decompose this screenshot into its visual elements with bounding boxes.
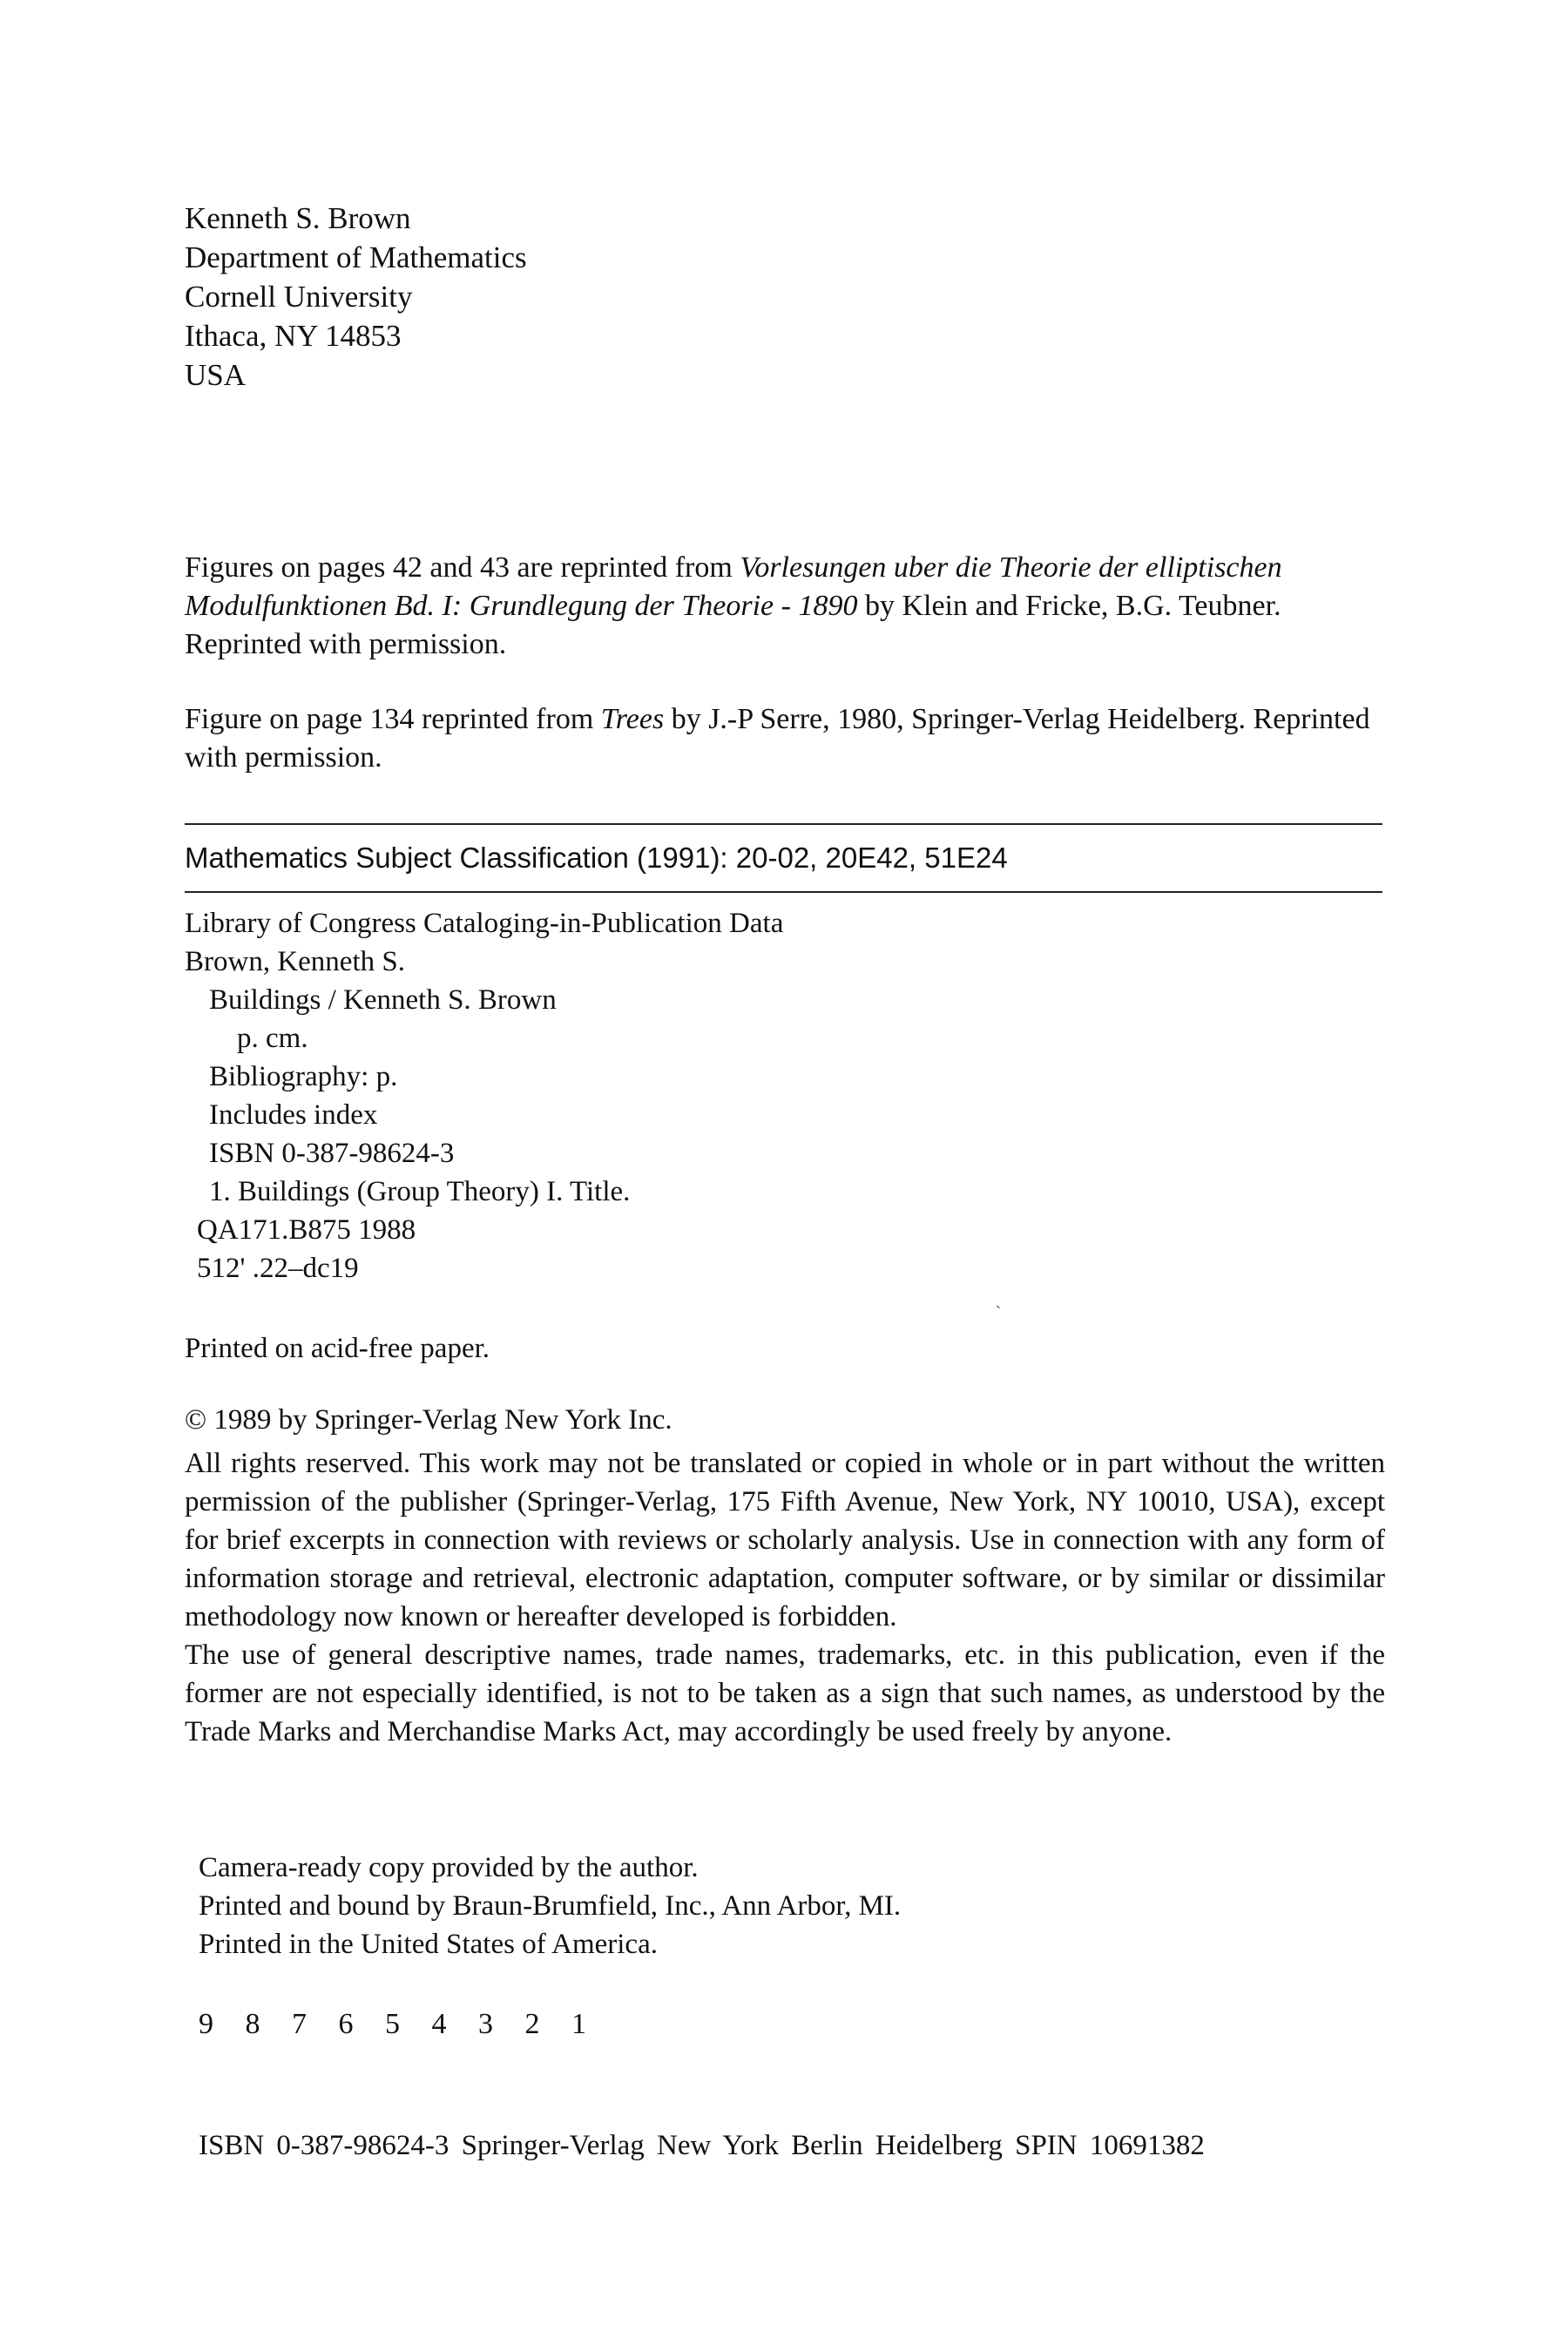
cip-index: Includes index [209,1099,378,1131]
cip-lc-call-number: QA171.B875 1988 [197,1214,416,1246]
divider-bottom [185,891,1382,893]
cip-author: Brown, Kenneth S. [185,946,405,977]
cip-subject: 1. Buildings (Group Theory) I. Title. [209,1176,631,1207]
acid-free-note: Printed on acid-free paper. [185,1333,490,1364]
divider-top [185,823,1382,825]
author-address-block [185,199,527,395]
cip-bibliography: Bibliography: p. [209,1061,398,1092]
cip-dewey: 512' .22–dc19 [197,1253,359,1284]
copyright-notice: © 1989 by Springer-Verlag New York Inc. [185,1404,672,1436]
author-city: Ithaca, NY 14853 [185,319,402,353]
credit-prefix: Figures on pages 42 and 43 are reprinted from [185,551,740,584]
print-speck: ˎ [996,1291,1001,1308]
credit-prefix: Figure on page 134 reprinted from [185,703,601,735]
figure-credits [185,549,1396,814]
printing-number-line: 9 8 7 6 5 4 3 2 1 [199,2008,598,2040]
author-name: Kenneth S. Brown [185,201,411,235]
author-country: USA [185,358,247,392]
camera-ready-note: Camera-ready copy provided by the author. [199,1852,699,1883]
trade-names-statement: The use of general descriptive names, trade names, trademarks, etc. in this publication, even if the former are not especially identified, is not to be taken as a sign that such names, as understood by the Trade Marks and Merchandise Marks Act, may accordingly be used freely by anyone. [185,1639,1385,1747]
production-notes [199,1848,901,1963]
author-department: Department of Mathematics [185,240,527,274]
printed-in-note: Printed in the United States of America. [199,1929,658,1960]
credit-source-title: Vorlesungen uber die Theorie der elliptischen Modulfunktionen Bd. I: Grundlegung der Theorie - 1890 [185,551,1282,622]
cip-pcm: p. cm. [237,1023,308,1054]
cip-title: Buildings / Kenneth S. Brown [209,984,557,1016]
isbn-imprint-line: ISBN 0-387-98624-3 Springer-Verlag New York Berlin Heidelberg SPIN 10691382 [199,2130,1205,2161]
credit-suffix: by Klein and Fricke, B.G. Teubner. Reprinted with permission. [185,590,1281,660]
printed-bound-note: Printed and bound by Braun-Brumfield, Inc., Ann Arbor, MI. [199,1890,902,1922]
subject-classification: Mathematics Subject Classification (1991): 20-02, 20E42, 51E24 [185,841,1008,874]
copyright-block [185,1401,1385,1751]
credit-figures-42-43 [185,549,1396,664]
cip-isbn: ISBN 0-387-98624-3 [209,1138,455,1169]
rights-statement: All rights reserved. This work may not be translated or copied in whole or in part without the written permission of the publisher (Springer-Verlag, 175 Fifth Avenue, New York, NY 10010, USA), except for brief excerpts in connection with reviews or scholarly analysis. Use in connection with any form of information storage and retrieval, electronic adaptation, computer software, or by similar or dissimilar methodology now known or hereafter developed is forbidden. [185,1448,1385,1632]
credit-suffix: by J.-P Serre, 1980, Springer-Verlag Heidelberg. Reprinted with permission. [185,703,1370,774]
credit-source-title: Trees [600,703,665,735]
cataloging-in-publication [185,904,783,1288]
cip-heading: Library of Congress Cataloging-in-Publication Data [185,908,784,939]
author-university: Cornell University [185,280,413,314]
credit-figure-134 [185,700,1396,777]
